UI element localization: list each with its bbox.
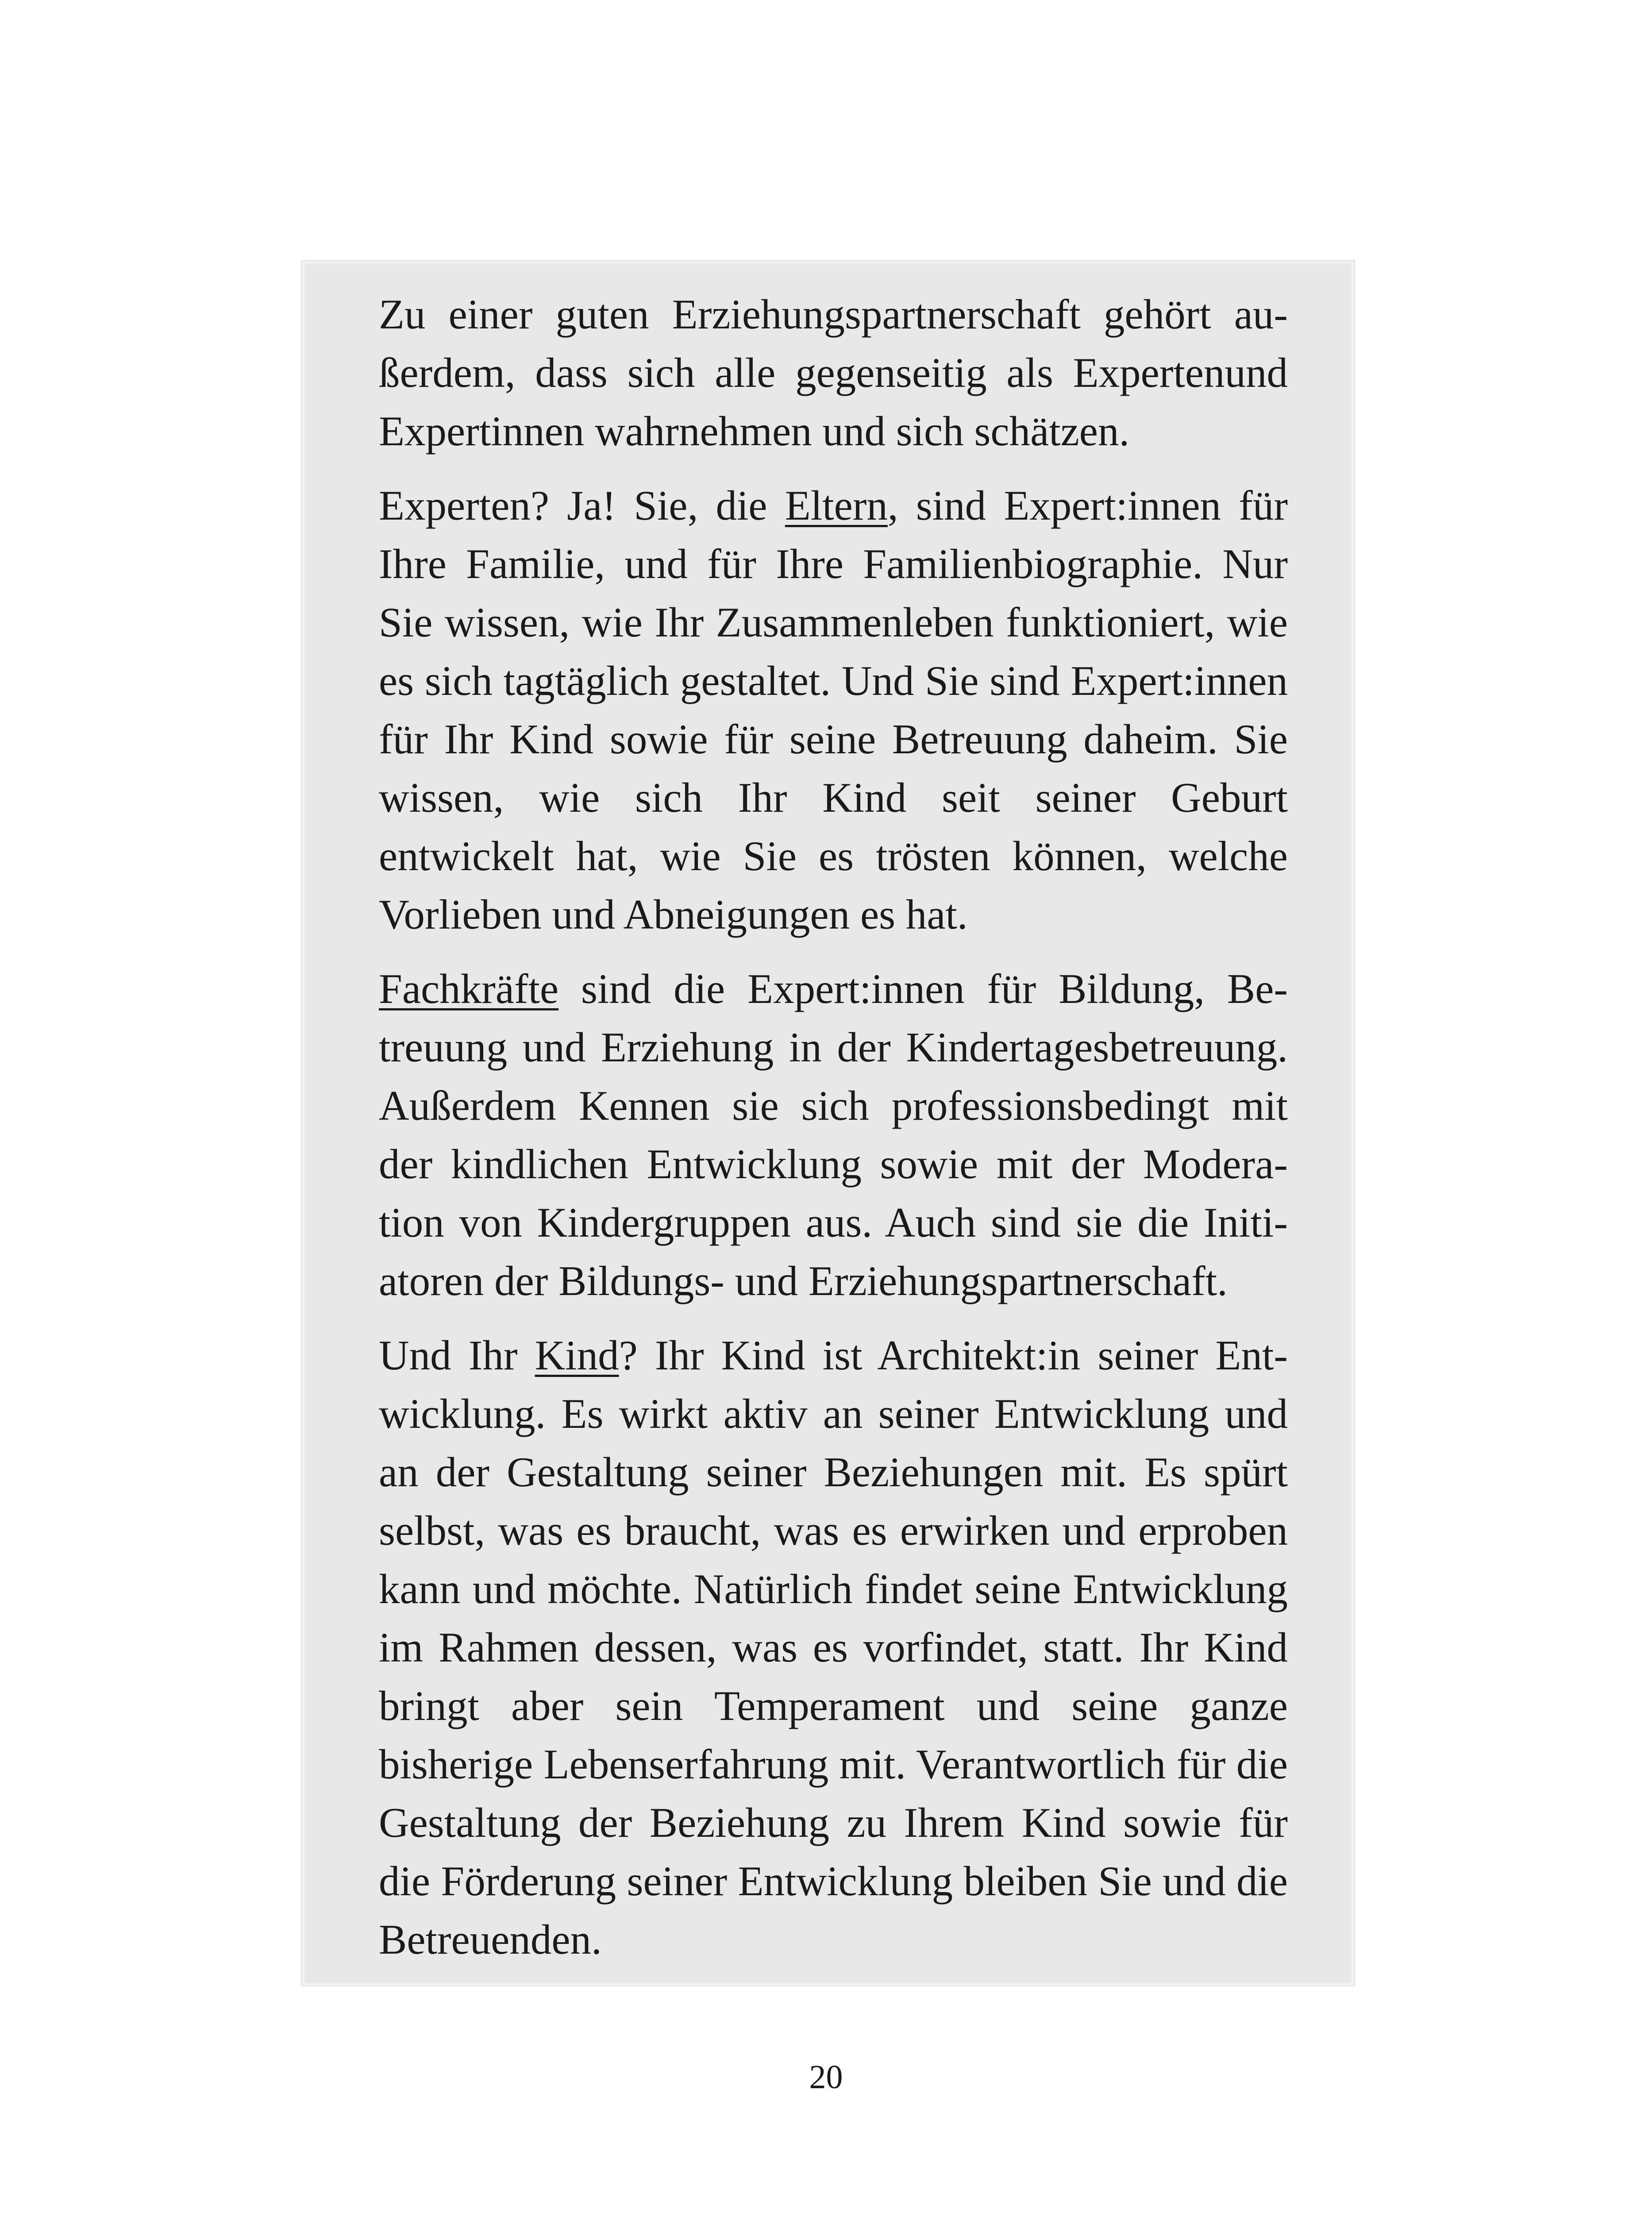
paragraph-4-text-start: Und Ihr xyxy=(379,1332,535,1379)
paragraph-1-text: Zu einer guten Erziehungspartnerschaft gehört außerdem, dass sich alle gegenseitig als Expertenund Expertinnen wahrnehmen und sich schätzen. xyxy=(379,291,1288,455)
paragraph-1 xyxy=(379,285,1288,460)
term-kind: Kind xyxy=(535,1332,619,1379)
page-number: 20 xyxy=(809,2059,843,2096)
term-eltern: Eltern xyxy=(785,482,888,529)
paragraph-2-text-rest: , sind Expert:innen für Ihre Familie, und für Ihre Familienbiographie. Nur Sie wissen, wie Ihr Zusammenleben funktioniert, wie es sich tagtäglich gestaltet. Und Sie sind Expert:innen für Ihr Kind sowie für seine Betreuung daheim. Sie wissen, wie sich Ihr Kind seit seiner Geburt entwickelt hat, wie Sie es trösten können, welche Vorlieben und Abneigungen es hat. xyxy=(379,482,1288,938)
paragraph-3 xyxy=(379,960,1288,1310)
paragraph-3-text-rest: sind die Expert:innen für Bildung, Betreuung und Erziehung in der Kindertagesbetreuung. Außerdem Kennen sie sich professionsbedingt mit der kindlichen Entwicklung sowie mit der Moderation von Kindergruppen aus. Auch sind sie die Initiatoren der Bildungs- und Erziehungspartnerschaft. xyxy=(379,965,1288,1304)
paragraph-2 xyxy=(379,476,1288,944)
term-fachkraefte: Fachkräfte xyxy=(379,965,559,1012)
paragraph-2-text-start: Experten? Ja! Sie, die xyxy=(379,482,785,529)
paragraph-4 xyxy=(379,1326,1288,1969)
text-box xyxy=(302,261,1354,1986)
paragraph-4-text-rest: ? Ihr Kind ist Architekt:in seiner Entwicklung. Es wirkt aktiv an seiner Entwicklung und an der Gestaltung seiner Beziehungen mit. Es spürt selbst, was es braucht, was es erwirken und erproben kann und möchte. Natürlich findet seine Entwicklung im Rahmen dessen, was es vorfindet, statt. Ihr Kind bringt aber sein Temperament und seine ganze bisherige Lebenserfahrung mit. Verantwortlich für die Gestaltung der Beziehung zu Ihrem Kind sowie für die Förderung seiner Entwicklung bleiben Sie und die Betreuenden. xyxy=(379,1332,1288,1963)
